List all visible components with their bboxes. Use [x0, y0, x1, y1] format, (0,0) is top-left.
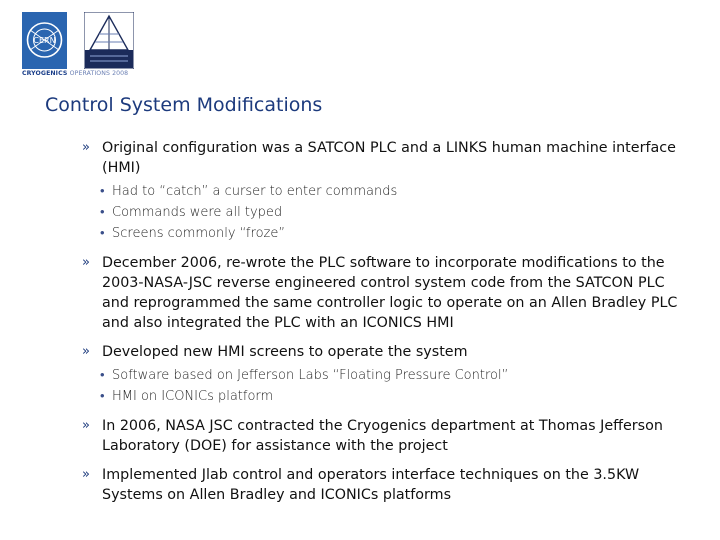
bullet-new-hmi-screens [82, 342, 692, 362]
cryogenics-logo [84, 12, 134, 69]
sub-bullet-dot: • [100, 389, 105, 404]
svg-text:CERN: CERN [33, 36, 56, 45]
bullet-text: December 2006, re-wrote the PLC software to incorporate modifications to the 2003-NASA-JSC reverse engineered control system code from the SATCON PLC and reprogrammed the same controller logic to operate on an Allen Bradley PLC and also integrated the PLC with an ICONICS HMI [102, 255, 678, 331]
bullet-december-2006 [82, 253, 692, 333]
bullet-marker: » [82, 418, 90, 433]
sub-bullet-text: Had to “catch” a curser to enter commands [112, 184, 398, 199]
sub-bullet-text: Commands were all typed [112, 205, 283, 220]
sub-bullet-text: Software based on Jefferson Labs “Floating Pressure Control” [112, 368, 509, 383]
slide-title: Control System Modifications [45, 94, 323, 116]
logo-caption-strong: CRYOGENICS [22, 70, 68, 77]
sub-bullet [82, 202, 692, 223]
bullet-implemented-jlab-control [82, 465, 692, 505]
sub-bullet-list [82, 181, 692, 244]
sub-bullet [82, 181, 692, 202]
sub-bullet-dot: • [100, 205, 105, 220]
sub-bullet-list [82, 365, 692, 407]
logo-caption [22, 70, 152, 77]
logo-caption-rest: OPERATIONS 2008 [69, 70, 129, 77]
bullet-text: Implemented Jlab control and operators interface techniques on the 3.5KW Systems on Allen Bradley and ICONICs platforms [102, 467, 640, 503]
bullet-marker: » [82, 140, 90, 155]
bullet-marker: » [82, 344, 90, 359]
bullet-original-configuration [82, 138, 692, 178]
sub-bullet [82, 223, 692, 244]
sub-bullet-dot: • [100, 368, 105, 383]
bullet-nasa-jsc-contract [82, 416, 692, 456]
header-logos [22, 12, 142, 82]
cern-logo [22, 12, 67, 69]
bullet-marker: » [82, 255, 90, 270]
sub-bullet-dot: • [100, 184, 105, 199]
sub-bullet-text: HMI on ICONICs platform [112, 389, 274, 404]
bullet-text: Developed new HMI screens to operate the system [102, 344, 468, 360]
sub-bullet-text: Screens commonly “froze” [112, 226, 286, 241]
sub-bullet [82, 386, 692, 407]
bullet-text: In 2006, NASA JSC contracted the Cryogenics department at Thomas Jefferson Laboratory (DOE) for assistance with the project [102, 418, 663, 454]
slide-content [82, 138, 692, 505]
bullet-marker: » [82, 467, 90, 482]
bullet-text: Original configuration was a SATCON PLC and a LINKS human machine interface (HMI) [102, 140, 676, 176]
sub-bullet-dot: • [100, 226, 105, 241]
sub-bullet [82, 365, 692, 386]
